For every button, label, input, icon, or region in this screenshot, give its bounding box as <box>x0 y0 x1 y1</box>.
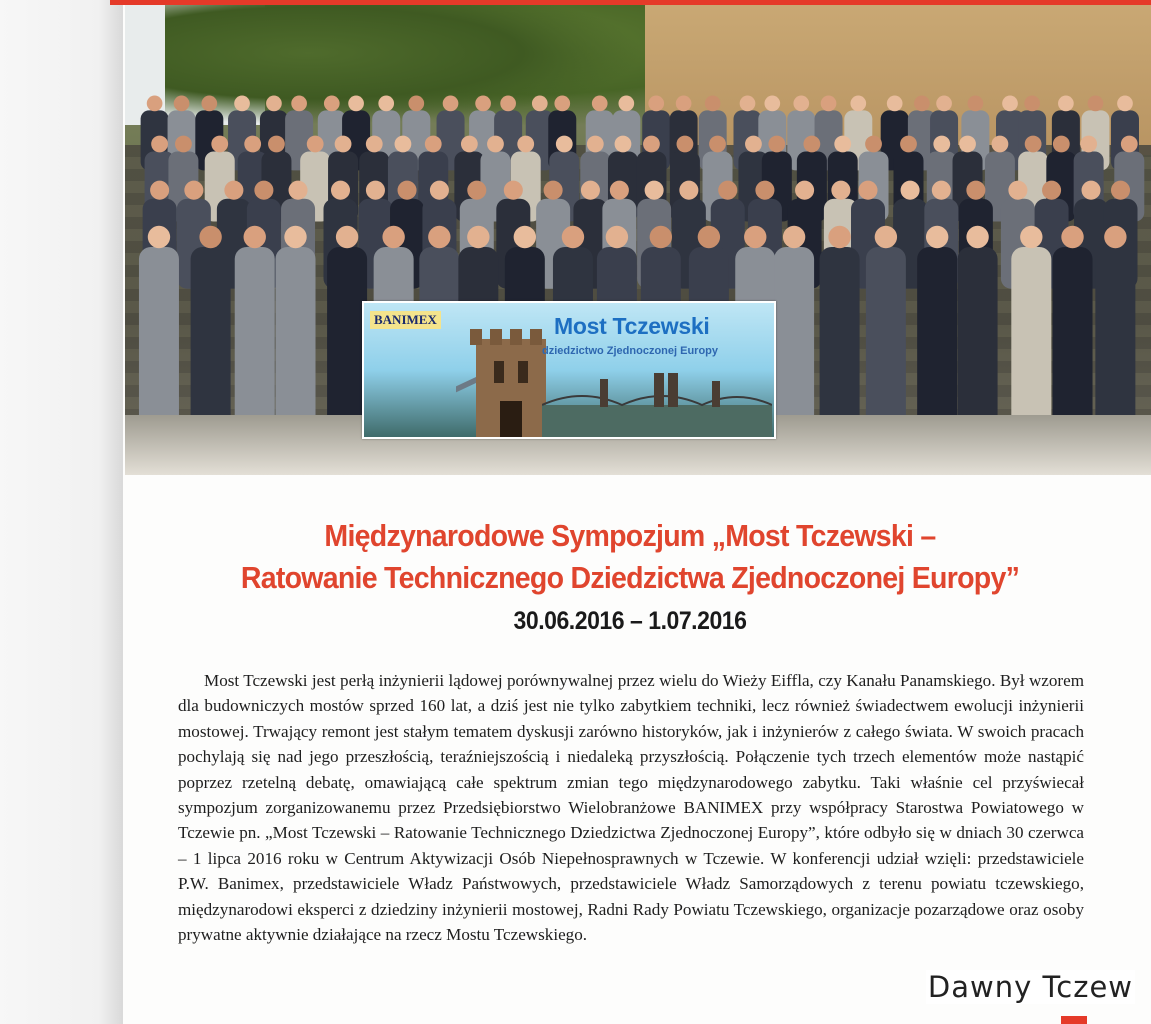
banner-subtitle: dziedzictwo Zjednoczonej Europy <box>542 345 719 357</box>
banner-logo: BANIMEX <box>370 311 441 329</box>
page-gutter <box>0 0 123 1024</box>
article-title-line-1: Międzynarodowe Sympozjum „Most Tczewski – <box>324 518 936 553</box>
page-corner-mark <box>1061 1016 1087 1024</box>
event-date: 30.06.2016 – 1.07.2016 <box>513 607 747 635</box>
article-body: Most Tczewski jest perłą inżynierii lądowej porównywalnej przez wielu do Wieży Eiffla, czy Kanału Panamskiego. Był wzorem dla budowniczych mostów sprzed 160 lat, a dziś jest nie tylko zabytkiem techniki, lecz również świadectwem ewolucji inżynierii mostowej. Trwający remont jest stałym tematem dyskusji zarówno historyków, jak i inżynierów z całego świata. W swoich pracach pochylają się nad jego przeszłością, teraźniejszością i niedaleką przyszłością. Połączenie tych trzech elementów może nastąpić poprzez rzetelną debatę, omawiającą całe spektrum zmian tego międzynarodowego zabytku. Taki właśnie cel przyświecał sympozjum zorganizowanemu przez Przedsiębiorstwo Wielobranżowe BANIMEX przy współpracy Starostwa Powiatowego w Tczewie pn. „Most Tczewski – Ratowanie Technicznego Dziedzictwa Zjednoczonej Europy”, które odbyło się w dniach 30 czerwca – 1 lipca 2016 roku w Centrum Aktywizacji Osób Niepełnosprawnych w Tczewie. W konferencji udział wzięli: przedstawiciele P.W. Banimex, przedstawiciele Władz Państwowych, przedstawiciele Władz Samorządowych z terenu powiatu tczewskiego, międzynarodowi eksperci z dziedziny inżynierii mostowej, Radni Rady Powiatu Tczewskiego, organizacje pozarządowe oraz osoby prywatne aktywnie działające na rzecz Mostu Tczewskiego. <box>178 671 1084 945</box>
watermark: Dawny Tczew <box>927 970 1133 1004</box>
banner-bridge-image <box>542 361 772 437</box>
symposium-banner <box>362 301 776 439</box>
article-title-line-2: Ratowanie Technicznego Dziedzictwa Zjednoczonej Europy” <box>240 560 1020 595</box>
group-photo <box>125 5 1151 475</box>
article-heading <box>150 515 1110 639</box>
banner-title: Most Tczewski <box>554 313 710 339</box>
